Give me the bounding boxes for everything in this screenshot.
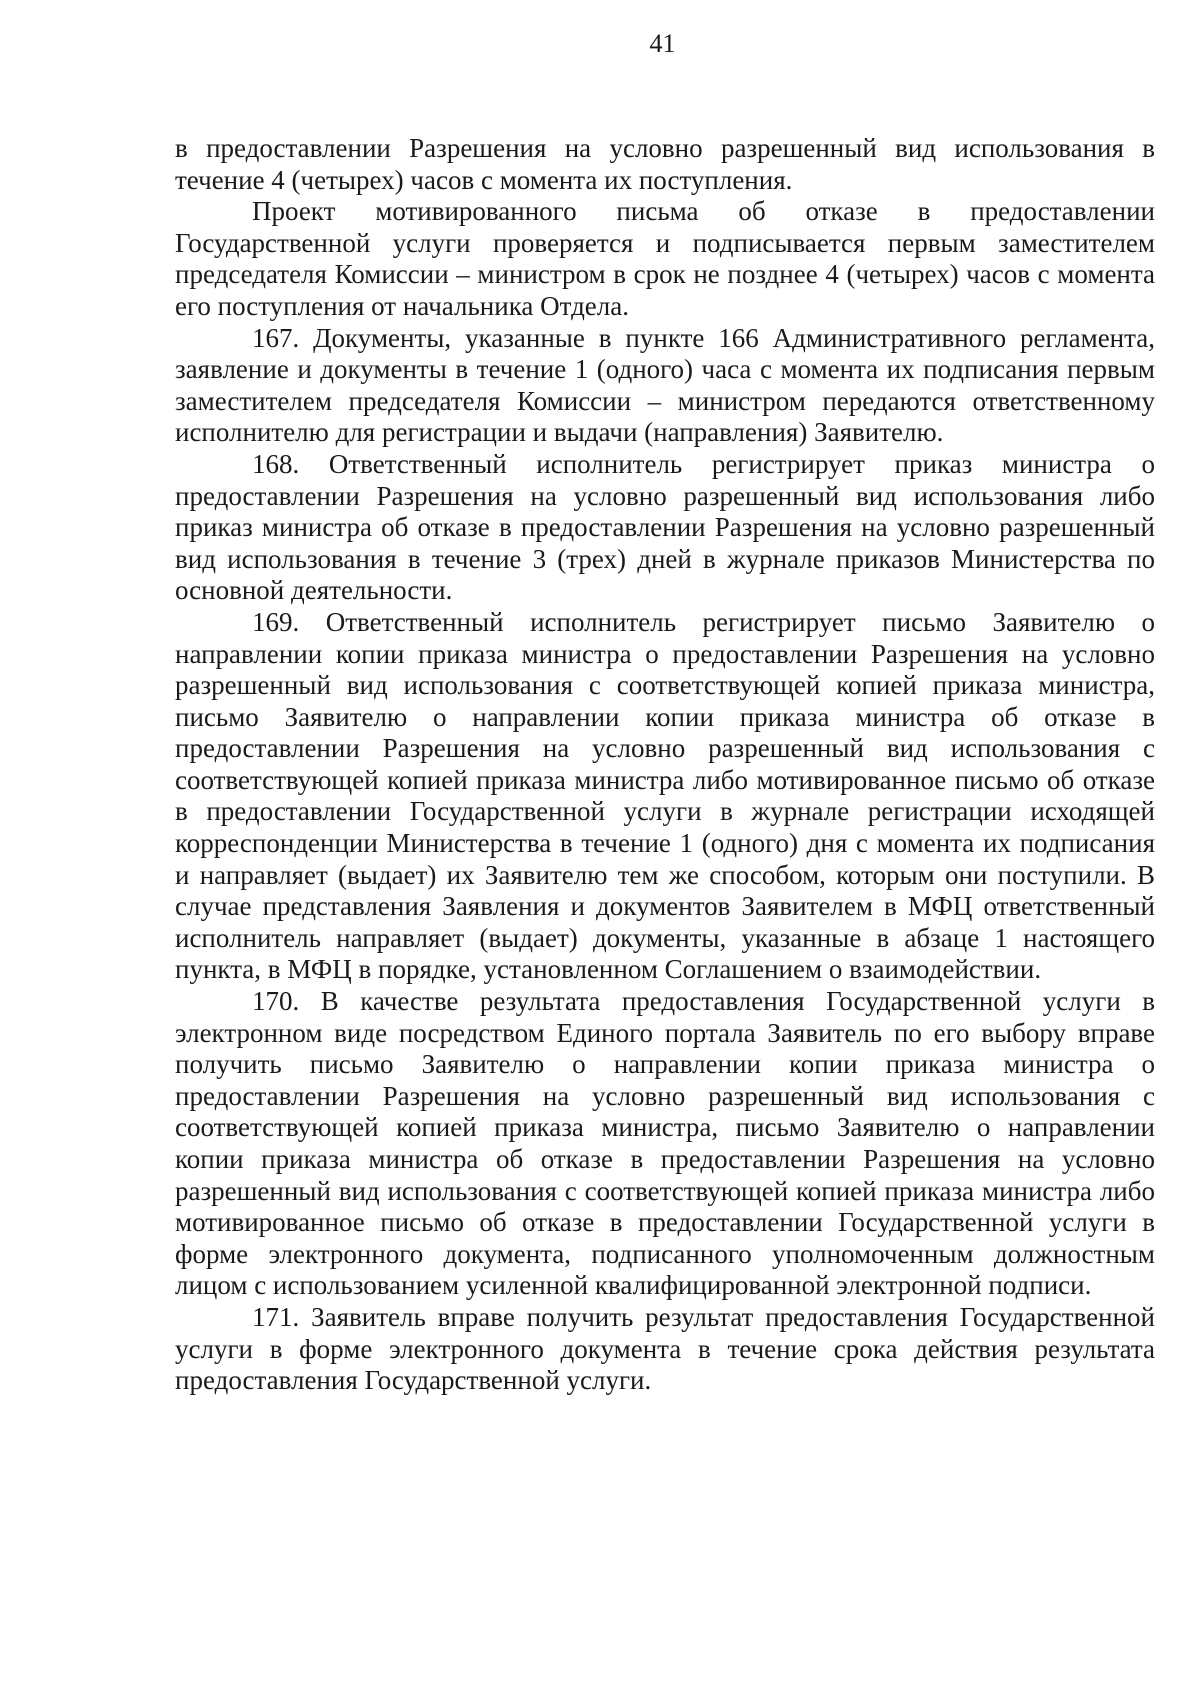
document-body [175, 133, 1155, 1397]
paragraph-170: 170. В качестве результата предоставления Государственной услуги в электронном виде посредством Единого портала Заявитель по его выбору вправе получить письмо Заявителю о направлении копии приказа министра о предоставлении Разрешения на условно разрешенный вид использования с соответствующей копией приказа министра, письмо Заявителю о направлении копии приказа министра об отказе в предоставлении Разрешения на условно разрешенный вид использования с соответствующей копией приказа министра либо мотивированное письмо об отказе в предоставлении Государственной услуги в форме электронного документа, подписанного уполномоченным должностным лицом с использованием усиленной квалифицированной электронной подписи. [175, 986, 1155, 1301]
paragraph-167: 167. Документы, указанные в пункте 166 Административного регламента, заявление и документы в течение 1 (одного) часа с момента их подписания первым заместителем председателя Комиссии – министром передаются ответственному исполнителю для регистрации и выдачи (направления) Заявителю. [175, 322, 1155, 448]
paragraph-continuation: в предоставлении Разрешения на условно разрешенный вид использования в течение 4 (четырех) часов с момента их поступления. [175, 133, 1155, 195]
paragraph-168: 168. Ответственный исполнитель регистрирует приказ министра о предоставлении Разрешения на условно разрешенный вид использования либо приказ министра об отказе в предоставлении Разрешения на условно разрешенный вид использования в течение 3 (трех) дней в журнале приказов Министерства по основной деятельности. [175, 448, 1155, 606]
paragraph-169: 169. Ответственный исполнитель регистрирует письмо Заявителю о направлении копии приказа министра о предоставлении Разрешения на условно разрешенный вид использования с соответствующей копией приказа министра, письмо Заявителю о направлении копии приказа министра об отказе в предоставлении Разрешения на условно разрешенный вид использования с соответствующей копией приказа министра либо мотивированное письмо об отказе в предоставлении Государственной услуги в журнале регистрации исходящей корреспонденции Министерства в течение 1 (одного) дня с момента их подписания и направляет (выдает) их Заявителю тем же способом, которым они поступили. В случае представления Заявления и документов Заявителем в МФЦ ответственный исполнитель направляет (выдает) документы, указанные в абзаце 1 настоящего пункта, в МФЦ в порядке, установленном Соглашением о взаимодействии. [175, 606, 1155, 985]
paragraph-draft-letter: Проект мотивированного письма об отказе в предоставлении Государственной услуги проверяется и подписывается первым заместителем председателя Комиссии – министром в срок не позднее 4 (четырех) часов с момента его поступления от начальника Отдела. [175, 196, 1155, 321]
paragraph-171: 171. Заявитель вправе получить результат предоставления Государственной услуги в форме электронного документа в течение срока действия результата предоставления Государственной услуги. [175, 1301, 1155, 1396]
page-number: 41 [649, 29, 676, 58]
